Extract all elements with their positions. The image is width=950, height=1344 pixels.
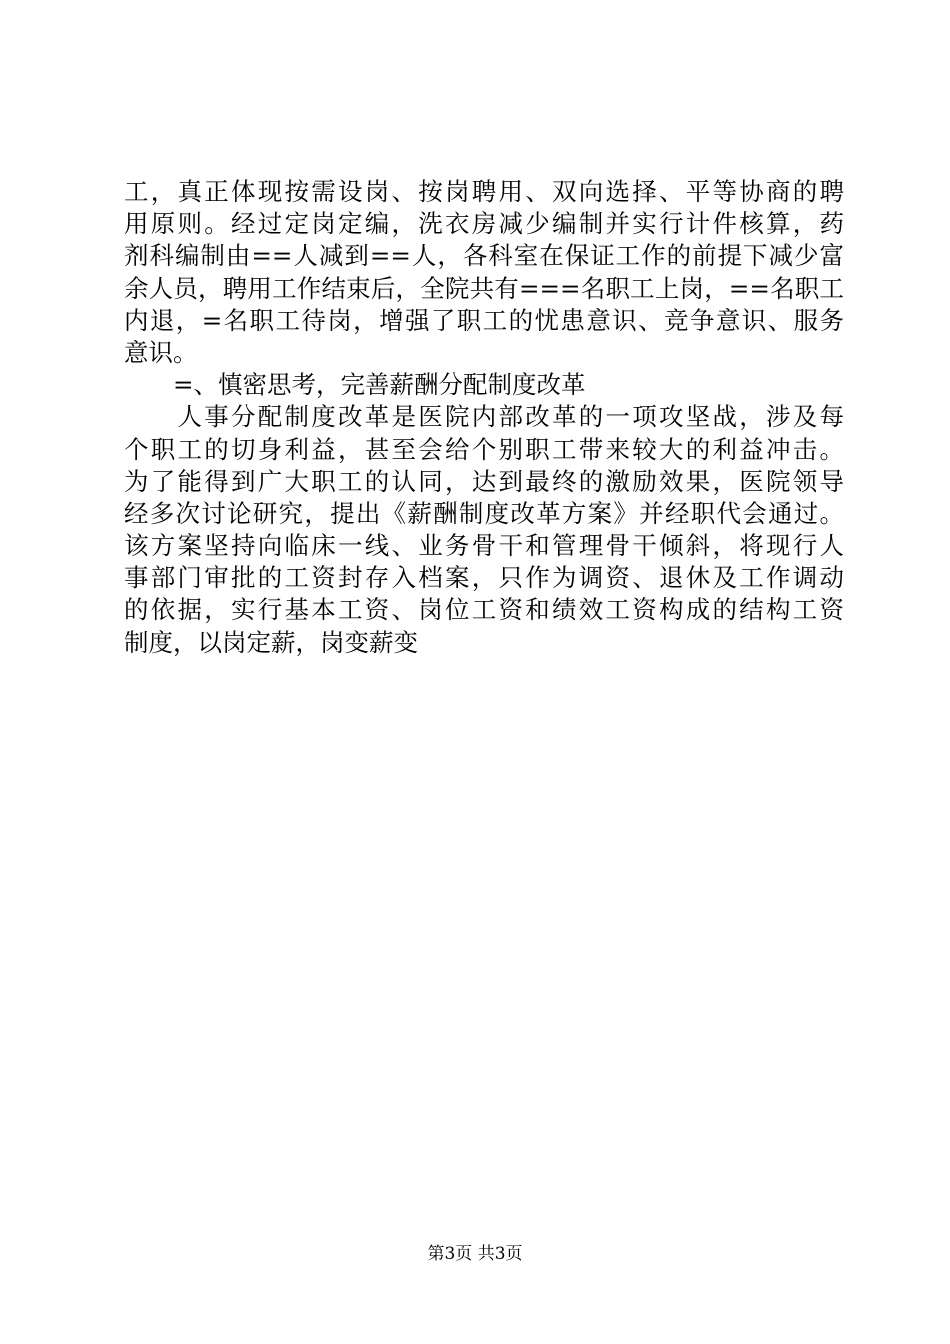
text-line-8: 人事分配制度改革是医院内部改革的一项攻坚战，涉及每 bbox=[124, 402, 844, 432]
page-footer: 第3页 共3页 bbox=[427, 1244, 523, 1264]
text-line-5: 内退，=名职工待岗，增强了职工的忧患意识、竞争意识、服务 bbox=[124, 305, 844, 335]
text-line-10: 为了能得到广大职工的认同，达到最终的激励效果，医院领导 bbox=[124, 466, 844, 496]
text-line-9: 个职工的切身利益，甚至会给个别职工带来较大的利益冲击。 bbox=[124, 434, 844, 464]
text-line-1: 工，真正体现按需设岗、按岗聘用、双向选择、平等协商的聘 bbox=[124, 177, 844, 206]
section-heading: =、慎密思考，完善薪酬分配制度改革 bbox=[124, 370, 586, 400]
text-line-3: 剂科编制由==人减到==人，各科室在保证工作的前提下减少富 bbox=[124, 241, 844, 271]
text-line-15: 制度，以岗定薪，岗变薪变 bbox=[124, 627, 418, 657]
text-line-4: 余人员，聘用工作结束后，全院共有===名职工上岗，==名职工 bbox=[124, 273, 844, 303]
text-line-6: 意识。 bbox=[124, 337, 198, 367]
body-text bbox=[124, 176, 844, 659]
text-line-11: 经多次讨论研究，提出《薪酬制度改革方案》并经职代会通过。 bbox=[124, 498, 844, 528]
text-line-12: 该方案坚持向临床一线、业务骨干和管理骨干倾斜，将现行人 bbox=[124, 531, 844, 561]
text-line-13: 事部门审批的工资封存入档案，只作为调资、退休及工作调动 bbox=[124, 563, 844, 593]
text-line-14: 的依据，实行基本工资、岗位工资和绩效工资构成的结构工资 bbox=[124, 595, 844, 625]
text-line-2: 用原则。经过定岗定编，洗衣房减少编制并实行计件核算，药 bbox=[124, 209, 844, 239]
